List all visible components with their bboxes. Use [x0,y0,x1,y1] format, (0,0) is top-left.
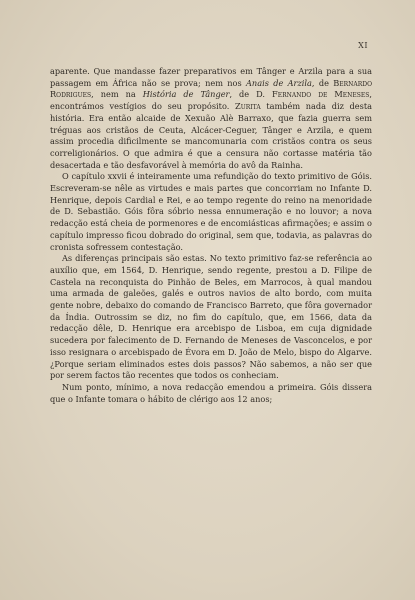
text-run: também nada diz desta história. Era então alcaide de Xexuão Alè Barraxo, que fazia guerra sem tréguas aos cristãos de Ceuta, Alcácer-Ceguer, Tânger e Arzila, e quem assim procedia dificilmente se mancomunaria com cristãos contra os seus correligionários. O que admira é que a censura não cortasse matéria tão desacertada e tão desfavorável à memória do avô da Rainha. [50,101,372,170]
text-run: Num ponto, mínimo, a nova redacção emendou a primeira. Góis dissera que o Infante tomara o hábito de clérigo aos 12 anos; [50,381,372,404]
text-run: Anais de Arzila [246,77,312,88]
paragraph [50,253,372,382]
page-number: XI [358,41,368,50]
text-run: Zurita [235,101,261,112]
paragraph [50,171,372,253]
text-run: As diferenças principais são estas. No texto primitivo faz-se referência ao auxílio que, em 1564, D. Henrique, sendo regente, prestou a D. Filipe de Castela na reconquista do Pinhão de Beles, em Marrocos, à qual mandou uma armada de galeões, galés e outros navios de alto bordo, com muita gente nobre, debaixo do comando de Francisco Barreto, que fôra governador da Índia. Outrossim se diz, no fim do capítulo, que, em 1566, data da redacção dêle, D. Henrique era arcebispo de Lisboa, em cuja dignidade sucedera por falecimento de D. Fernando de Meneses de Vasconcelos, e por isso resignara o arcebispado de Évora em D. João de Melo, bispo do Algarve. ¿Porque seriam eliminados estes dois passos? Não sabemos, a não ser que por serem factos tão recentes que todos os conheciam. [50,253,372,381]
paragraph [50,382,372,405]
text-run: , de D. [229,89,273,100]
text-run: , de [311,77,334,88]
paragraph [50,66,372,171]
body-text [50,66,372,405]
text-run: Bernardo Rodrigues [50,77,372,100]
text-run: História de Tânger [142,89,230,100]
text-run: aparente. Que mandasse fazer preparativos em Tânger e Arzila para a sua passagem em África não se prova; nem nos [50,66,372,88]
text-run: , nem na [91,89,143,100]
text-run: Fernando de Meneses [272,89,370,100]
text-run: , encontrámos vestígios do seu propósito. [50,89,372,112]
text-run: O capítulo xxvii é inteiramente uma refundição do texto primitivo de Góis. Escreveram-se nêle as virtudes e mais partes que concorriam no Infante D. Henrique, depois Cardial e Rei, e ao tempo regente do reino na menoridade de D. Sebastião. Góis fôra sóbrio nessa ennumeração e no louvor; a nova redacção está cheia de pormenores e de encomiásticas afirmações; e assim o capítulo impresso ficou dobrado do original, sem que, todavia, as palavras do cronista sofressem contestação. [50,171,372,252]
